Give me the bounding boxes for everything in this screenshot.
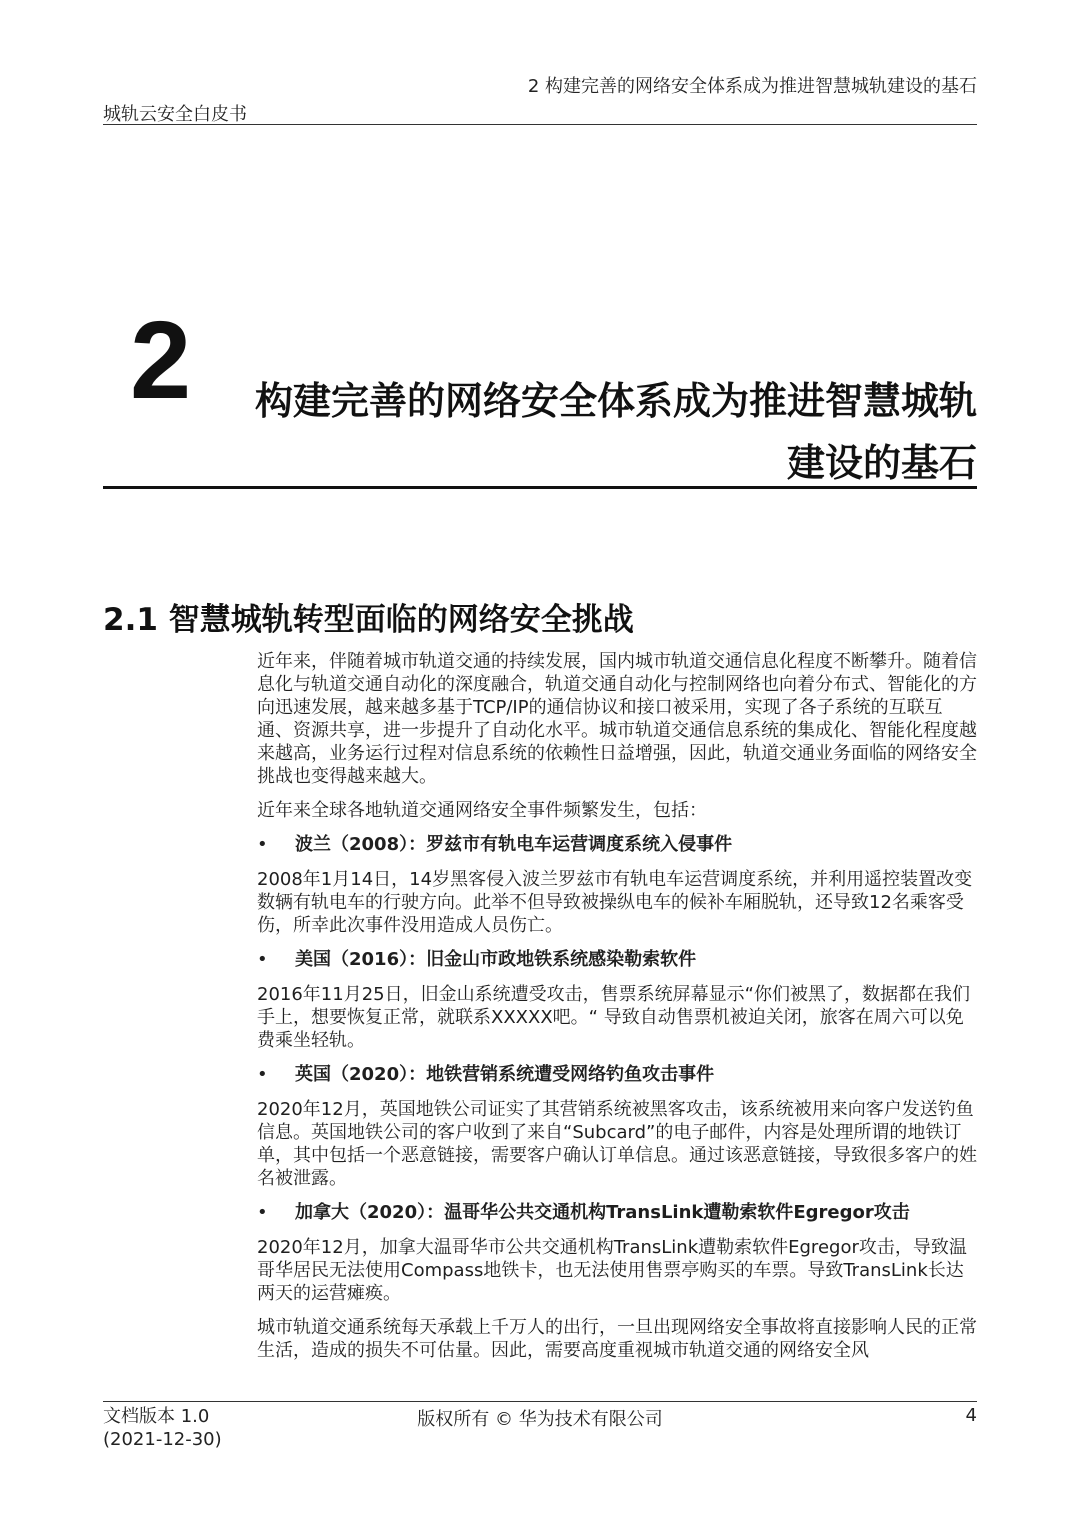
bullet-icon: • <box>257 1064 268 1085</box>
bullet-icon: • <box>257 949 268 970</box>
chapter-number: 2 <box>130 299 192 422</box>
incident-heading <box>257 1063 977 1086</box>
chapter-title-line-2: 建设的基石 <box>786 441 977 485</box>
intro-paragraph: 近年来，伴随着城市轨道交通的持续发展，国内城市轨道交通信息化程度不断攀升。随着信息化与轨道交通自动化的深度融合，轨道交通自动化与控制网络也向着分布式、智能化的方向迅速发展，越来越多基于TCP/IP的通信协议和接口被采用，实现了各子系统的互联互通、资源共享，进一步提升了自动化水平。城市轨道交通信息系统的集成化、智能化程度越来越高，业务运行过程对信息系统的依赖性日益增强，因此，轨道交通业务面临的网络安全挑战也变得越来越大。 <box>257 651 977 787</box>
closing-paragraph: 城市轨道交通系统每天承载上千万人的出行，一旦出现网络安全事故将直接影响人民的正常生活，造成的损失不可估量。因此，需要高度重视城市轨道交通的网络安全风 <box>257 1317 977 1361</box>
footer-divider <box>103 1401 977 1402</box>
bullet-icon: • <box>257 1202 268 1223</box>
incident-heading <box>257 948 977 971</box>
chapter-title <box>230 370 977 494</box>
page-number: 4 <box>965 1405 977 1426</box>
bullet-icon: • <box>257 834 268 855</box>
incident-heading <box>257 833 977 856</box>
incident-text: 2008年1月14日，14岁黑客侵入波兰罗兹市有轨电车运营调度系统，并利用遥控装置改变数辆有轨电车的行驶方向。此举不但导致被操纵电车的候补车厢脱轨，还导致12名乘客受伤，所幸此次事件没用造成人员伤亡。 <box>257 869 973 936</box>
incident-heading <box>257 1201 977 1224</box>
section-title: 2.1 智慧城轨转型面临的网络安全挑战 <box>103 602 634 638</box>
header-divider <box>103 124 977 125</box>
incident-text: 2016年11月25日，旧金山系统遭受攻击，售票系统屏幕显示“你们被黑了，数据都在我们手上，想要恢复正常，就联系XXXXX吧。“ 导致自动售票机被迫关闭，旅客在周六可以免费乘坐轻轨。 <box>257 984 970 1051</box>
incident-title: 加拿大（2020）：温哥华公共交通机构TransLink遭勒索软件Egregor攻击 <box>295 1202 910 1223</box>
body-text <box>257 650 977 1373</box>
running-header-chapter: 2 构建完善的网络安全体系成为推进智慧城轨建设的基石 <box>527 76 977 97</box>
incident-text: 2020年12月，英国地铁公司证实了其营销系统被黑客攻击，该系统被用来向客户发送钓鱼信息。英国地铁公司的客户收到了来自“Subcard”的电子邮件，内容是处理所谓的地铁订单，其中包括一个恶意链接，需要客户确认订单信息。通过该恶意链接，导致很多客户的姓名被泄露。 <box>257 1099 977 1189</box>
copyright: 版权所有 © 华为技术有限公司 <box>417 1409 663 1430</box>
incident-title: 英国（2020）：地铁营销系统遭受网络钓鱼攻击事件 <box>295 1064 715 1085</box>
chapter-title-line-1: 构建完善的网络安全体系成为推进智慧城轨 <box>254 379 977 423</box>
chapter-divider <box>103 486 977 489</box>
incident-text: 2020年12月，加拿大温哥华市公共交通机构TransLink遭勒索软件Egregor攻击，导致温哥华居民无法使用Compass地铁卡，也无法使用售票亭购买的车票。导致TransLink长达两天的运营瘫痪。 <box>257 1237 967 1304</box>
incident-title: 波兰（2008）：罗兹市有轨电车运营调度系统入侵事件 <box>295 834 733 855</box>
incident-title: 美国（2016）：旧金山市政地铁系统感染勒索软件 <box>295 949 697 970</box>
doc-date: (2021-12-30) <box>103 1429 222 1450</box>
running-header-title: 城轨云安全白皮书 <box>103 104 247 125</box>
lead-paragraph: 近年来全球各地轨道交通网络安全事件频繁发生，包括： <box>257 800 707 821</box>
doc-version: 文档版本 1.0 <box>103 1406 210 1427</box>
